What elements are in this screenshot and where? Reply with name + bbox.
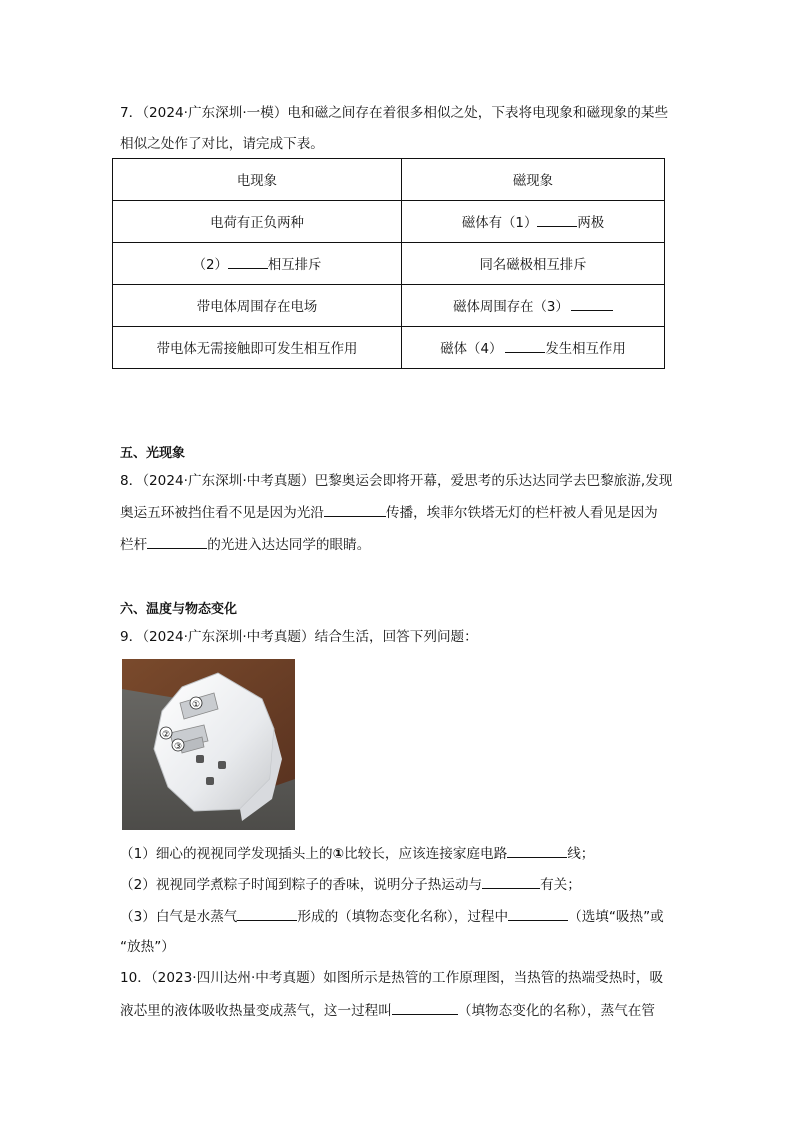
photo-label-2: ② [161, 730, 171, 740]
answer-blank-q9-1[interactable] [507, 843, 567, 858]
q7-stem-line2: 相似之处作了对比，请完成下表。 [120, 136, 324, 152]
cell-text: 磁体有（1） [461, 216, 538, 231]
section-heading-optics: 五、光现象 [120, 446, 186, 461]
q9-text: （3）白气是水蒸气 [120, 909, 238, 925]
q9-part3 [120, 906, 664, 927]
table-cell [113, 327, 402, 369]
cell-text: 磁体（4） [440, 342, 503, 357]
q7-stem-line1: 7．（2024·广东深圳·一模）电和磁之间存在着很多相似之处，下表将电现象和磁现象的某些 [120, 105, 669, 121]
cell-text: 带电体周围存在电场 [196, 300, 318, 315]
table-cell [402, 285, 665, 327]
q8-stem-line2 [120, 502, 658, 523]
q9-text: （选填“吸热”或 [568, 909, 664, 925]
q8-stem-line3 [120, 534, 370, 555]
cell-text: （2） [192, 258, 228, 273]
table-row [113, 327, 665, 369]
cell-text: 相互排斥 [267, 258, 322, 273]
q9-text: 有关； [540, 877, 581, 893]
cell-text: 同名磁极相互排斥 [479, 258, 587, 273]
section-heading-temperature: 六、温度与物态变化 [120, 602, 238, 617]
q9-text: 线； [567, 846, 595, 862]
q10-stem-line1: 10．（2023·四川达州·中考真题）如图所示是热管的工作原理图，当热管的热端受热时，吸 [120, 970, 664, 986]
q9-part2 [120, 874, 581, 895]
answer-blank-3[interactable] [571, 296, 613, 311]
answer-blank-1[interactable] [537, 212, 577, 227]
cell-text: 带电体无需接触即可发生相互作用 [156, 342, 358, 357]
q9-stem-line1: 9．（2024·广东深圳·中考真题）结合生活，回答下列问题： [120, 629, 478, 645]
q8-text: 栏杆 [120, 537, 148, 553]
header-electric: 电现象 [113, 159, 402, 201]
header-magnetic: 磁现象 [402, 159, 665, 201]
q10-stem-line2 [120, 1000, 655, 1021]
table-row [113, 243, 665, 285]
cell-text: 发生相互作用 [545, 342, 626, 357]
plug-photo [122, 659, 295, 830]
answer-blank-q8-1[interactable] [324, 502, 386, 517]
answer-blank-q10-1[interactable] [392, 1000, 458, 1015]
answer-blank-q9-2[interactable] [482, 874, 540, 889]
q10-text: （填物态变化的名称），蒸气在管 [457, 1003, 655, 1019]
q9-mark: ① [332, 846, 345, 862]
answer-blank-q9-4[interactable] [508, 906, 568, 921]
table-row [113, 201, 665, 243]
q9-part3-cont: “放热”） [120, 939, 175, 955]
q8-text: 的光进入达达同学的眼睛。 [207, 537, 371, 553]
answer-blank-q8-2[interactable] [147, 534, 207, 549]
cell-text: 两极 [577, 216, 605, 231]
photo-label-3: ③ [173, 742, 183, 752]
q9-text: （2）视视同学煮粽子时闻到粽子的香味，说明分子热运动与 [120, 877, 483, 893]
photo-label-1: ① [191, 700, 201, 710]
table-cell [402, 201, 665, 243]
answer-blank-q9-3[interactable] [237, 906, 297, 921]
q8-text: 传播，埃菲尔铁塔无灯的栏杆被人看见是因为 [385, 505, 658, 521]
table-cell [113, 285, 402, 327]
cell-text: 电荷有正负两种 [210, 216, 304, 231]
q9-text: 形成的（填物态变化名称），过程中 [297, 909, 509, 925]
table-cell [113, 243, 402, 285]
q10-text: 液芯里的液体吸收热量变成蒸气，这一过程叫 [120, 1003, 392, 1019]
table-row [113, 285, 665, 327]
comparison-table [112, 158, 665, 369]
q8-stem-line1: 8．（2024·广东深圳·中考真题）巴黎奥运会即将开幕，爱思考的乐达达同学去巴黎旅游,发现 [120, 473, 673, 489]
answer-blank-2[interactable] [228, 254, 268, 269]
table-header-row [113, 159, 665, 201]
answer-blank-4[interactable] [505, 338, 545, 353]
table-cell [402, 243, 665, 285]
q9-text: 比较长，应该连接家庭电路 [344, 846, 508, 862]
q9-part1 [120, 843, 594, 864]
q8-text: 奥运五环被挡住看不见是因为光沿 [120, 505, 324, 521]
q9-text: （1）细心的视视同学发现插头上的 [120, 846, 333, 862]
table-cell [402, 327, 665, 369]
cell-text: 磁体周围存在（3） [453, 300, 569, 315]
table-cell [113, 201, 402, 243]
